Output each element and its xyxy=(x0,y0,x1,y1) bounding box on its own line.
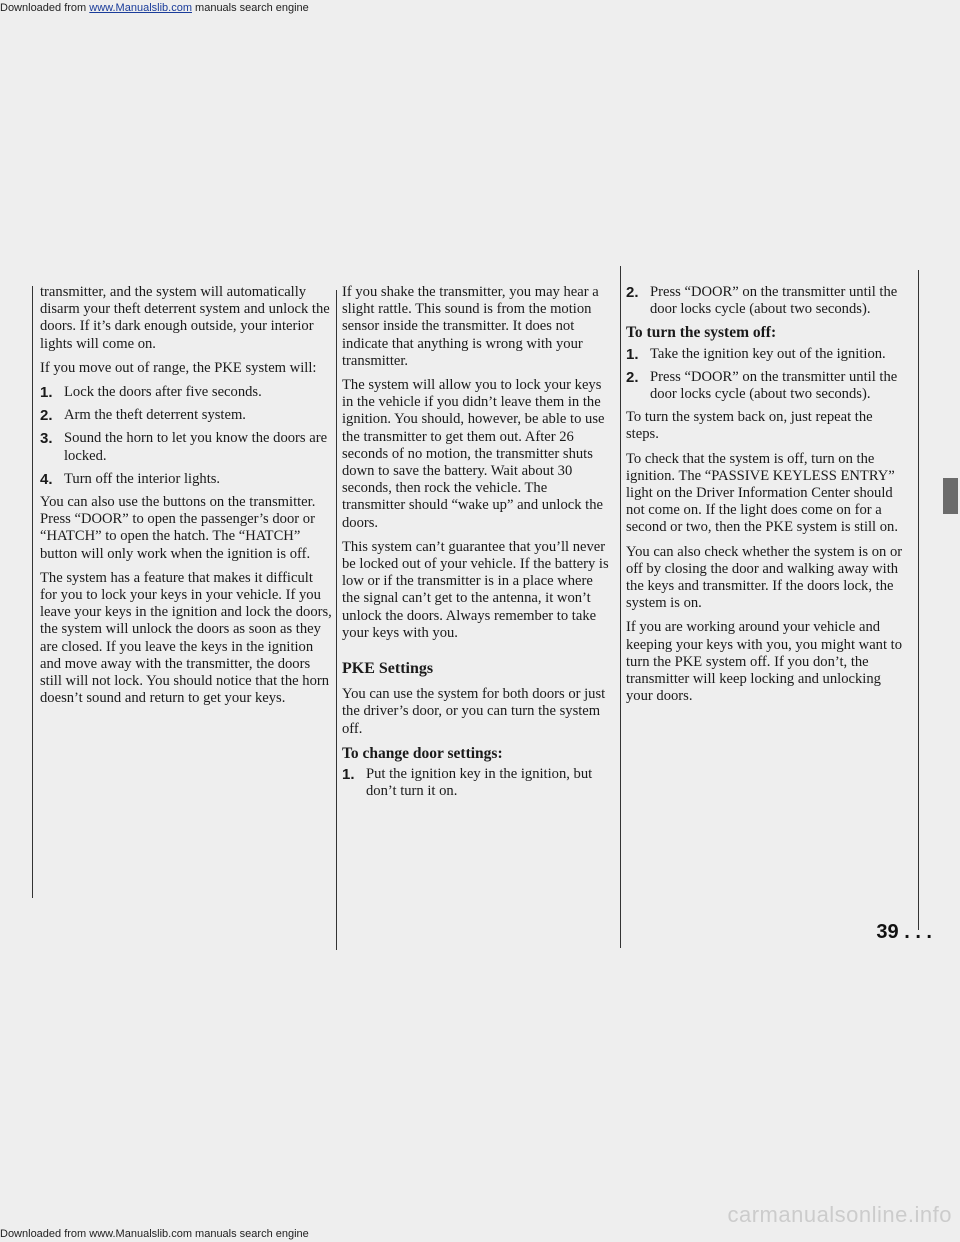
subheading: To turn the system off: xyxy=(626,324,777,342)
manualslib-link[interactable]: www.Manualslib.com xyxy=(89,2,192,14)
paragraph: If you move out of range, the PKE system will: xyxy=(40,359,317,376)
paragraph: To turn the system back on, just repeat the steps. xyxy=(626,409,873,443)
column-divider-1 xyxy=(336,290,337,950)
list-item xyxy=(40,384,332,401)
step-text: Press “DOOR” on the transmitter until the door locks cycle (about two seconds). xyxy=(650,368,898,403)
step-number: 1. xyxy=(40,384,53,402)
section-heading: PKE Settings xyxy=(342,660,434,678)
step-text: Put the ignition key in the ignition, but don’t turn it on. xyxy=(366,766,593,800)
header-prefix: Downloaded from xyxy=(0,2,90,14)
list-item xyxy=(40,471,332,488)
list-item xyxy=(626,284,906,318)
column-divider-2 xyxy=(620,266,621,948)
column-1 xyxy=(40,284,332,714)
footer-prefix: Downloaded from xyxy=(0,1228,90,1240)
step-number: 2. xyxy=(626,368,639,386)
list-item xyxy=(40,407,332,424)
step-number: 1. xyxy=(342,766,355,784)
paragraph: If you shake the transmitter, you may hear a slight rattle. This sound is from the motion sensor inside the transmitter. It does not indicate that anything is wrong with your transmitter. xyxy=(342,284,599,369)
list-item xyxy=(626,346,906,363)
step-text: Take the ignition key out of the ignition. xyxy=(650,345,886,362)
subheading: To change door settings: xyxy=(342,744,503,762)
step-text: Sound the horn to let you know the doors are locked. xyxy=(64,430,328,464)
step-text: Arm the theft deterrent system. xyxy=(64,407,246,424)
paragraph: The system has a feature that makes it difficult for you to lock your keys in your vehicle. If you leave your keys in the ignition and lock the doors, the system will unlock the doors as soon as they are closed. If you leave the keys in the ignition and move away with the transmitter, the doors still will not lock. You should notice that the horn doesn’t sound and return to get your keys. xyxy=(40,569,332,707)
list-item xyxy=(40,430,332,464)
paragraph: To check that the system is off, turn on the ignition. The “PASSIVE KEYLESS ENTRY” light on the Driver Information Center should not come on. If the light does come on for a second or two, then the PKE system is still on. xyxy=(626,450,898,536)
step-number: 2. xyxy=(626,284,639,301)
paragraph: The system will allow you to lock your keys in the vehicle if you didn’t leave them in the ignition. You should, however, be able to use the transmitter to get them out. After 26 seconds of no motion, the transmitter shuts down to save the battery. Wait about 30 seconds, then rock the vehicle. The transmitter should “wake up” and unlock the doors. xyxy=(342,377,605,531)
watermark: carmanualsonline.info xyxy=(727,1202,952,1227)
step-text: Turn off the interior lights. xyxy=(64,470,221,487)
step-text: Lock the doors after five seconds. xyxy=(64,384,262,401)
column-3 xyxy=(626,284,906,712)
footer-suffix: manuals search engine xyxy=(191,1228,309,1240)
step-number: 3. xyxy=(40,430,53,448)
left-margin-rule xyxy=(32,286,33,898)
list-item xyxy=(342,766,614,800)
column-2 xyxy=(342,284,614,806)
paragraph: You can also use the buttons on the transmitter. Press “DOOR” to open the passenger’s door or “HATCH” to open the hatch. The “HATCH” button will only work when the ignition is off. xyxy=(40,494,316,562)
paragraph: You can also check whether the system is on or off by closing the door and walking away with the keys and transmitter. If the doors lock, the system is on. xyxy=(626,543,903,612)
download-footer xyxy=(0,1228,960,1242)
download-header xyxy=(0,2,960,22)
section-tab-marker xyxy=(943,478,958,514)
paragraph: If you are working around your vehicle and keeping your keys with you, you might want to turn the PKE system off. If you don’t, the transmitter will keep locking and unlocking your doors. xyxy=(626,619,903,705)
step-text: Press “DOOR” on the transmitter until the door locks cycle (about two seconds). xyxy=(650,284,898,318)
paragraph: You can use the system for both doors or just the driver’s door, or you can turn the system off. xyxy=(342,686,606,737)
manualslib-link[interactable]: www.Manualslib.com xyxy=(89,1228,192,1240)
paragraph: This system can’t guarantee that you’ll never be locked out of your vehicle. If the battery is low or if the transmitter is in a place where the signal can’t get to the antenna, it won’t unlock the doors. Always remember to take your keys with you. xyxy=(342,538,609,641)
step-number: 4. xyxy=(40,470,53,488)
step-number: 1. xyxy=(626,345,639,363)
page-number: 39 . . . xyxy=(876,921,932,943)
step-number: 2. xyxy=(40,407,53,425)
right-margin-rule xyxy=(918,270,919,930)
paragraph: transmitter, and the system will automatically disarm your theft deterrent system and unlock the doors. If it’s dark enough outside, your interior lights will come on. xyxy=(40,284,330,352)
header-suffix: manuals search engine xyxy=(191,2,309,14)
list-item xyxy=(626,369,906,403)
